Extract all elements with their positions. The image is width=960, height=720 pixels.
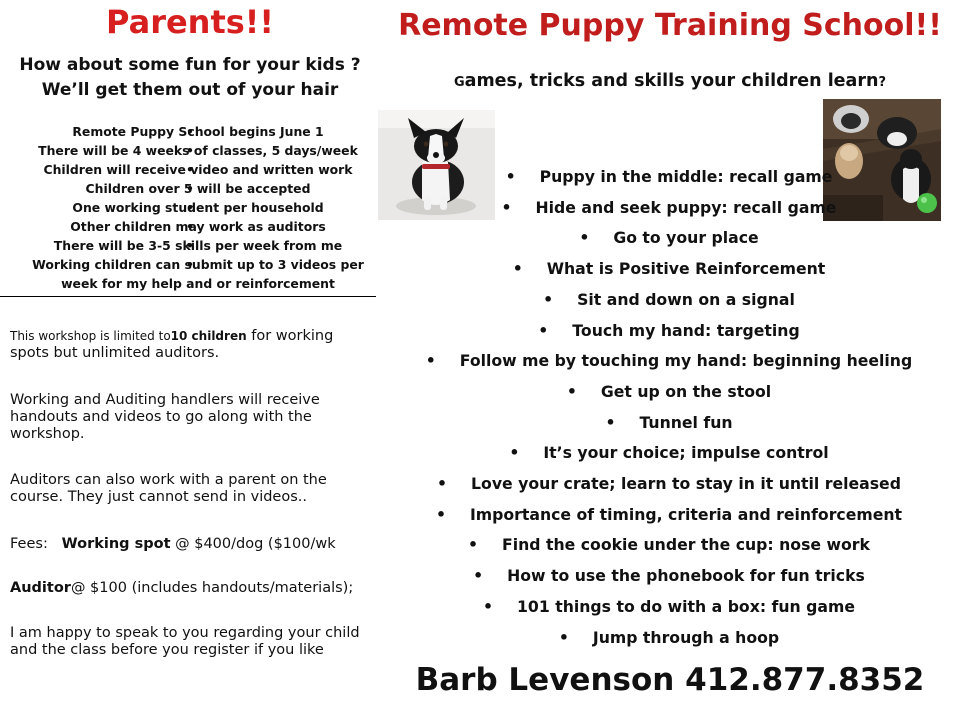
bullet-dot-icon: • [501,197,512,217]
info-bullet: • Working children can submit up to 3 videos per week for my help and or reinforcement [0,255,380,293]
bullet-dot-icon: • [579,228,590,248]
contact-name-phone: Barb Levenson 412.877.8352 [415,662,925,698]
limit-paragraph: This workshop is limited to10 children for working spots but unlimited auditors. [10,328,334,361]
bullet-dot-icon: • [566,381,577,401]
skill-item: • Touch my hand: targeting [420,316,952,347]
auditor-fee-paragraph: Auditor@ $100 (includes handouts/materials); [10,580,354,596]
skill-item: • Importance of timing, criteria and reinforcement [420,500,952,531]
bullet-dot-icon: • [512,259,523,279]
left-subtitle [0,53,380,103]
auditors-paragraph: Auditors can also work with a parent on the course. They just cannot send in videos.. [10,472,327,505]
skill-item: • How to use the phonebook for fun tricks [420,561,952,592]
section-divider [0,296,376,297]
skill-item: • 101 things to do with a box: fun game [420,592,952,623]
bullet-dot-icon: • [505,167,516,186]
skill-item: • Puppy in the middle: recall game [420,162,952,193]
handouts-paragraph: Working and Auditing handlers will receive handouts and videos to go along with the workshop. [10,392,320,442]
bullet-dot-icon: • [473,566,484,586]
bullet-dot-icon: • [483,596,494,616]
bullet-dot-icon: • [558,627,569,647]
skill-item: • What is Positive Reinforcement [420,254,952,285]
bullet-dot-icon: • [437,474,448,494]
left-subtitle-line1: How about some fun for your kids ? [19,55,361,75]
skill-item: • Jump through a hoop [420,623,952,654]
info-bullet: • Remote Puppy School begins June 1 [0,122,380,141]
skill-item: • Follow me by touching my hand: beginning heeling [420,346,952,377]
skill-item: • Sit and down on a signal [420,285,952,316]
left-subtitle-line2: We’ll get them out of your hair [41,80,339,100]
info-bullet: • Children will receive video and written work [0,160,380,179]
skill-item: • Love your crate; learn to stay in it until released [420,469,952,500]
bullet-dot-icon: • [605,412,616,432]
right-subtitle: Games, tricks and skills your children learn? [453,71,887,91]
skill-item: • Find the cookie under the cup: nose work [420,530,952,561]
info-bullet: • One working student per household [0,198,380,217]
bullet-dot-icon: • [425,351,436,371]
skill-item: • Tunnel fun [420,408,952,439]
right-title: Remote Puppy Training School!! [398,8,942,43]
bullet-dot-icon: • [468,535,479,555]
skill-item: • It’s your choice; impulse control [420,438,952,469]
fees-paragraph: Fees: Working spot @ $400/dog ($100/wk [10,536,336,552]
skill-item: • Get up on the stool [420,377,952,408]
bullet-dot-icon: • [543,289,554,309]
skill-item: • Go to your place [420,223,952,254]
skills-bullet-list [420,162,952,653]
info-bullet: • Children over 5 will be accepted [0,179,380,198]
bullet-dot-icon: • [435,504,446,524]
contact-note-paragraph: I am happy to speak to you regarding your child and the class before you register if you like [10,625,360,658]
left-title: Parents!! [106,3,274,41]
bullet-dot-icon: • [538,320,549,340]
skill-item: • Hide and seek puppy: recall game [420,193,952,224]
info-bullet: • There will be 4 weeks of classes, 5 days/week [0,141,380,160]
bullet-dot-icon: • [509,443,520,463]
info-bullet: • There will be 3-5 skills per week from me [0,236,380,255]
info-bullet: • Other children may work as auditors [0,217,380,236]
info-bullet-list [0,122,380,293]
